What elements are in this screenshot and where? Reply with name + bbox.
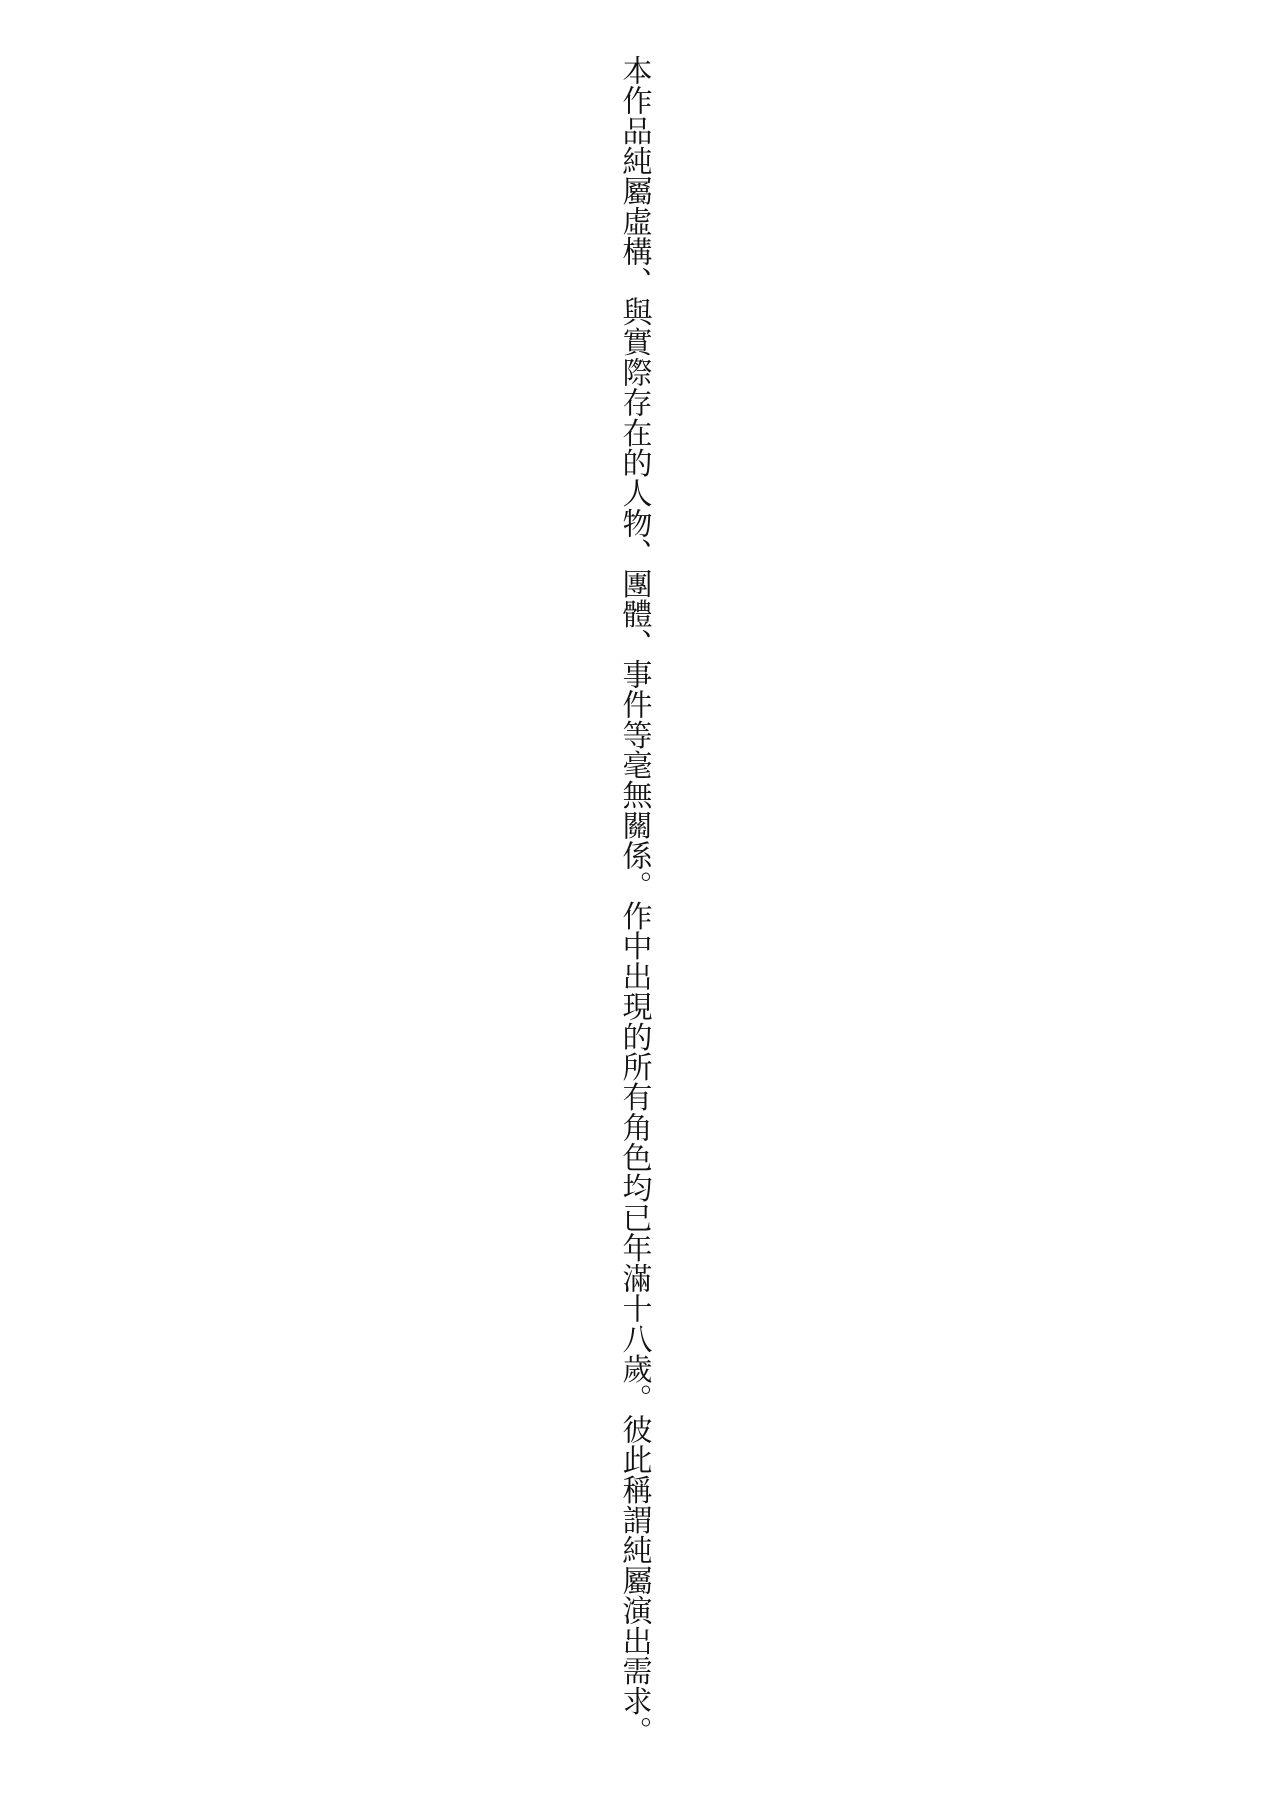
disclaimer-text: 本作品純屬虛構、與實際存在的人物、團體、事件等毫無關係。作中出現的所有角色均已年滿十八歲。彼此稱謂純屬演出需求。 xyxy=(616,55,652,1747)
